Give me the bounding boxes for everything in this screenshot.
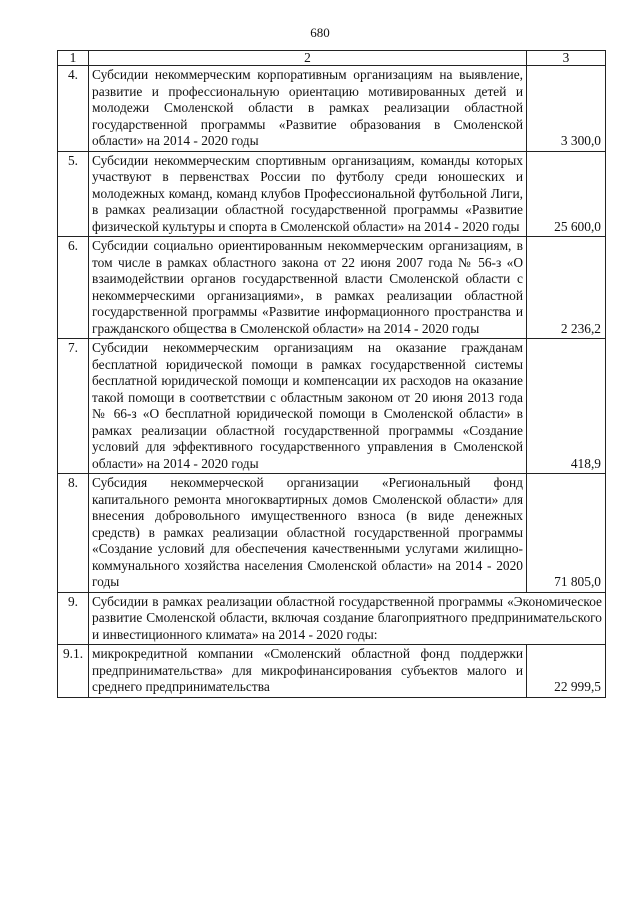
row-number: 8.	[58, 474, 89, 593]
column-header: 2	[89, 51, 527, 66]
row-description: Субсидии некоммерческим организациям на оказание гражданам бесплатной юридической помощи в рамках государственной системы бесплатной юридической помощи и компенсации их расходов на оказание такой помощи в соответствии с областным законом от 20 июня 2013 года № 66-з «О бесплатной юридической помощи в Смоленской области» в рамках реализации областной государственной программы «Создание условий для эффективного государственного управления в Смоленской области» на 2014 - 2020 годы	[89, 339, 527, 474]
row-number: 9.1.	[58, 645, 89, 698]
row-description: Субсидии в рамках реализации областной государственной программы «Экономическое развитие Смоленской области, включая создание благоприятного предпринимательского и инвестиционного климата» на 2014 - 2020 годы:	[89, 592, 606, 645]
row-amount: 418,9	[527, 339, 606, 474]
row-number: 4.	[58, 66, 89, 152]
row-description: микрокредитной компании «Смоленский областной фонд поддержки предпринимательства» для микрофинансирования субъектов малого и среднего предпринимательства	[89, 645, 527, 698]
table-row	[58, 645, 606, 698]
row-amount: 71 805,0	[527, 474, 606, 593]
row-number: 5.	[58, 151, 89, 237]
row-description: Субсидии некоммерческим корпоративным организациям на выявление, развитие и профессиональную ориентацию мотивированных детей и молодежи Смоленской области в рамках реализации областной государственной программы «Развитие образования в Смоленской области» на 2014 - 2020 годы	[89, 66, 527, 152]
row-amount: 3 300,0	[527, 66, 606, 152]
row-amount: 25 600,0	[527, 151, 606, 237]
table-row	[58, 474, 606, 593]
table-row	[58, 339, 606, 474]
table-row	[58, 151, 606, 237]
column-header: 1	[58, 51, 89, 66]
row-number: 7.	[58, 339, 89, 474]
row-description: Субсидии социально ориентированным некоммерческим организациям, в том числе в рамках областного закона от 22 июня 2007 года № 56-з «О взаимодействии органов государственной власти Смоленской области с некоммерческими организациями», в рамках реализации областной государственной программы «Развитие информационного пространства и гражданского общества в Смоленской области» на 2014 - 2020 годы	[89, 237, 527, 339]
row-number: 9.	[58, 592, 89, 645]
budget-table	[57, 50, 606, 698]
row-description: Субсидия некоммерческой организации «Региональный фонд капитального ремонта многоквартирных домов Смоленской области» для внесения добровольного имущественного взноса (в виде денежных средств) в рамках реализации областной государственной программы «Создание условий для обеспечения качественными услугами жилищно-коммунального хозяйства населения Смоленской области» на 2014 - 2020 годы	[89, 474, 527, 593]
row-number: 6.	[58, 237, 89, 339]
table-header-row	[58, 51, 606, 66]
row-amount: 2 236,2	[527, 237, 606, 339]
page-number: 680	[310, 25, 330, 40]
table-row	[58, 66, 606, 152]
table-row	[58, 592, 606, 645]
table-row	[58, 237, 606, 339]
row-description: Субсидии некоммерческим спортивным организациям, команды которых участвуют в первенствах России по футболу среди юношеских и молодежных команд, команд клубов Профессиональной футбольной Лиги, в рамках реализации областной государственной программы «Развитие физической культуры и спорта в Смоленской области» на 2014 - 2020 годы	[89, 151, 527, 237]
row-amount: 22 999,5	[527, 645, 606, 698]
column-header: 3	[527, 51, 606, 66]
